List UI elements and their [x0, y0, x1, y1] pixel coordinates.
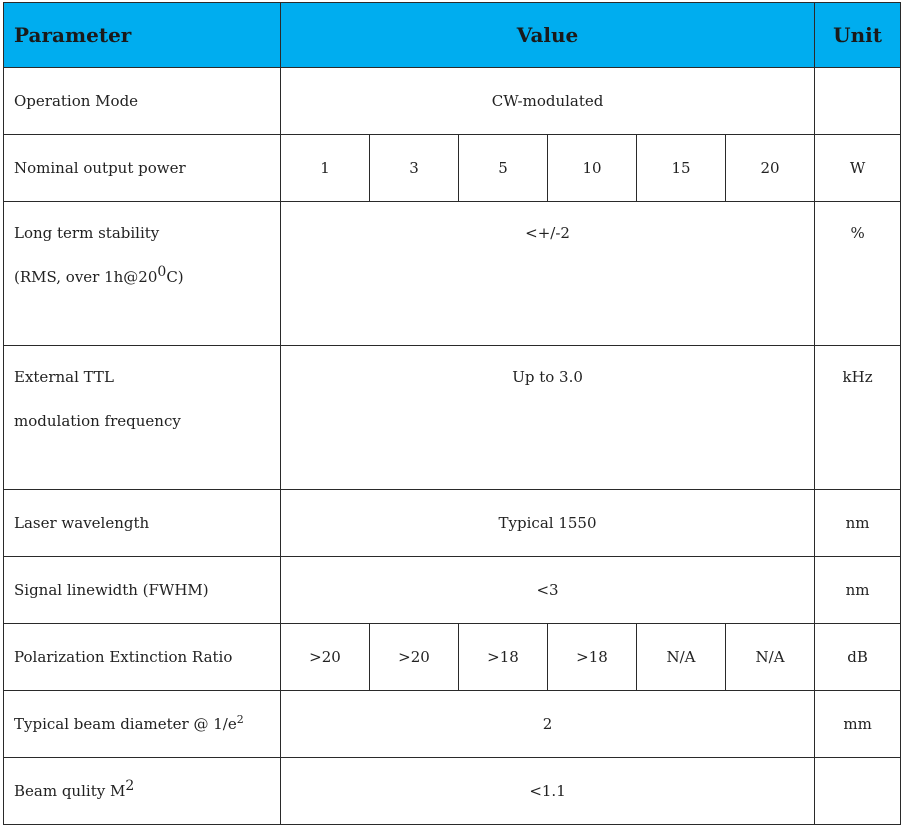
row-unit: nm	[815, 490, 901, 557]
superscript: 2	[236, 713, 244, 726]
row-value: Up to 3.0	[281, 346, 815, 490]
row-value: N/A	[637, 624, 726, 691]
spec-table-container	[3, 2, 900, 825]
row-value: <+/-2	[281, 202, 815, 346]
row-label	[4, 346, 281, 490]
row-value: >20	[370, 624, 459, 691]
row-unit: %	[815, 202, 901, 346]
table-row	[4, 346, 901, 490]
row-unit: W	[815, 135, 901, 202]
header-value: Value	[281, 3, 815, 68]
row-value: >18	[459, 624, 548, 691]
row-unit	[815, 68, 901, 135]
table-row	[4, 490, 901, 557]
row-label-line1: External TTL	[14, 368, 114, 386]
row-unit: kHz	[815, 346, 901, 490]
row-label: Polarization Extinction Ratio	[4, 624, 281, 691]
row-value: <3	[281, 557, 815, 624]
label-text: C)	[166, 268, 184, 286]
superscript: 0	[157, 264, 167, 280]
row-value: N/A	[726, 624, 815, 691]
table-row	[4, 135, 901, 202]
row-label-line2	[14, 264, 280, 286]
table-row	[4, 68, 901, 135]
spec-table	[3, 2, 901, 825]
row-unit	[815, 758, 901, 825]
row-label: Nominal output power	[4, 135, 281, 202]
label-text: (RMS, over 1h@20	[14, 268, 158, 286]
header-parameter: Parameter	[4, 3, 281, 68]
superscript: 2	[125, 778, 135, 794]
row-value: Typical 1550	[281, 490, 815, 557]
row-label: Laser wavelength	[4, 490, 281, 557]
table-row	[4, 557, 901, 624]
row-value: 15	[637, 135, 726, 202]
table-row	[4, 691, 901, 758]
row-value: 3	[370, 135, 459, 202]
row-unit: nm	[815, 557, 901, 624]
row-value: 1	[281, 135, 370, 202]
row-unit: mm	[815, 691, 901, 758]
label-text: Typical beam diameter @ 1/e	[14, 715, 237, 733]
row-label-line2: modulation frequency	[14, 412, 181, 430]
row-label	[4, 691, 281, 758]
row-value: 20	[726, 135, 815, 202]
row-label: Operation Mode	[4, 68, 281, 135]
row-unit: dB	[815, 624, 901, 691]
row-value: CW-modulated	[281, 68, 815, 135]
row-label	[4, 758, 281, 825]
row-label-line1: Long term stability	[14, 224, 160, 242]
table-row	[4, 202, 901, 346]
row-value: >18	[548, 624, 637, 691]
row-value: 10	[548, 135, 637, 202]
row-value: <1.1	[281, 758, 815, 825]
header-unit: Unit	[815, 3, 901, 68]
table-row	[4, 758, 901, 825]
table-row	[4, 624, 901, 691]
row-label: Signal linewidth (FWHM)	[4, 557, 281, 624]
row-value: 2	[281, 691, 815, 758]
label-text: Beam qulity M	[14, 782, 126, 800]
row-value: 5	[459, 135, 548, 202]
row-value: >20	[281, 624, 370, 691]
row-label	[4, 202, 281, 346]
header-row	[4, 3, 901, 68]
